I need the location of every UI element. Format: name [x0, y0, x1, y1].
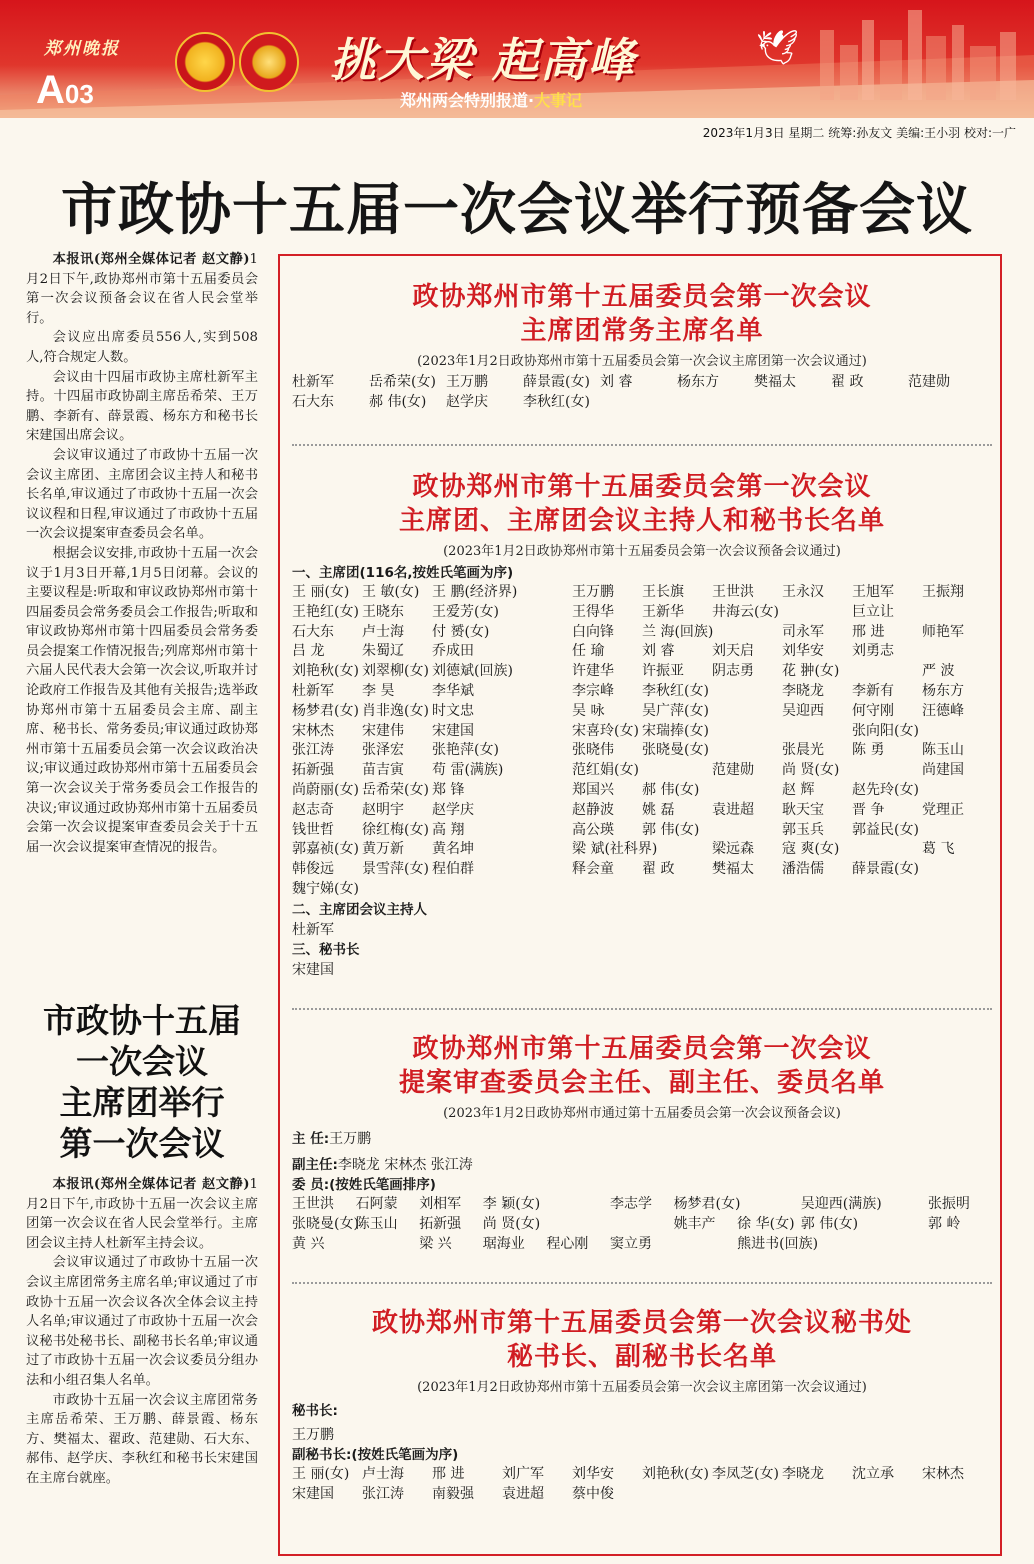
person-name: 王旭军	[852, 584, 894, 600]
person-name: 宋建伟	[362, 722, 404, 739]
person-name: 梁 斌(社科界)	[572, 841, 658, 858]
name-grid	[292, 583, 992, 900]
name-grid	[292, 373, 992, 413]
person-name: 高 翔	[432, 821, 465, 838]
person-name	[502, 761, 572, 781]
divider	[292, 1008, 992, 1010]
person-name: 窦立勇	[609, 1235, 652, 1252]
person-name: 樊福太	[754, 374, 796, 390]
person-name: 韩俊远	[292, 861, 334, 878]
person-name: 任 瑜	[572, 643, 605, 660]
person-name: 王得华	[572, 603, 614, 620]
secretary-value: 王万鹏	[292, 1427, 334, 1443]
person-name: 邢 进	[852, 623, 885, 640]
person-name: 王世洪	[712, 584, 754, 600]
person-name: 苟 雷(满族)	[432, 762, 504, 779]
person-name: 吕 龙	[292, 643, 325, 660]
person-name: 党理正	[922, 801, 964, 818]
masthead-banner	[0, 0, 1034, 118]
person-name: 钱世哲	[292, 821, 334, 838]
person-name: 刘德斌(回族)	[432, 663, 513, 680]
section-secretariat	[292, 1306, 992, 1505]
person-name: 李新有	[852, 682, 894, 699]
person-name	[712, 623, 782, 643]
person-name: 石大东	[292, 623, 334, 640]
person-name: 吴迎西(满族)	[800, 1196, 882, 1212]
person-name: 赵明宇	[362, 801, 404, 818]
person-name: 杨梦君(女)	[673, 1196, 741, 1212]
person-name: 刘广军	[502, 1466, 544, 1482]
person-name	[922, 781, 992, 801]
person-name: 朱蜀辽	[362, 643, 404, 660]
person-name: 刘 睿	[642, 643, 675, 660]
person-name: 吴 咏	[572, 702, 605, 719]
side-article-title: 市政协十五届 一次会议 主席团举行 第一次会议	[43, 1001, 241, 1163]
person-name: 张向阳(女)	[852, 722, 919, 739]
person-name: 许振亚	[642, 663, 684, 680]
article-paragraph: 根据会议安排,市政协十五届一次会议于1月3日开幕,1月5日闭幕。会议的主要议程是:听取和审议政协郑州市第十四届委员会常务委员会工作报告;听取和审议政协郑州市第十四届委员会常务委员会提案工作情况报告;列席郑州市第十六届人民代表大会第一次会议,听取并讨论政府工作报告及其他有关报告;选举政协郑州市第十五届委员会主席、副主席、秘书长、常务委员;审议通过政协郑州市第十五届委员会第一次会议政治决议;审议通过政协郑州市第十五届委员会第一次会议关于常务委员会工作报告的决议;审议通过政协郑州市第十五届委员会第一次会议提案审查委员会关于十五届一次会议提案审查情况的报告。	[26, 545, 258, 855]
person-name	[712, 821, 782, 841]
person-name: 兰 海(回族)	[642, 623, 714, 640]
person-name: 刘 睿	[600, 374, 633, 390]
person-name: 杜新军	[292, 682, 334, 699]
person-name: 刘艳秋(女)	[292, 663, 359, 680]
person-name: 张艳萍(女)	[432, 742, 499, 759]
section-title: 政协郑州市第十五届委员会第一次会议 主席团、主席团会议主持人和秘书长名单	[398, 472, 885, 536]
person-name	[852, 761, 922, 781]
person-name: 陈玉山	[922, 742, 964, 759]
person-name: 卢士海	[362, 1466, 404, 1482]
banner-subtitle	[400, 88, 582, 111]
person-name: 郑国兴	[572, 781, 614, 798]
person-name: 景雪萍(女)	[362, 861, 429, 878]
director-label: 主 任:	[292, 1131, 330, 1147]
person-name: 范建勋	[712, 762, 754, 779]
person-name: 梁 兴	[419, 1235, 452, 1252]
person-name: 刘天启	[712, 643, 754, 660]
person-name	[502, 821, 572, 841]
person-name: 王新华	[642, 603, 684, 620]
person-name	[502, 801, 572, 821]
person-name: 赵 辉	[782, 781, 815, 798]
name-grid	[292, 1465, 992, 1505]
person-name: 井海云(女)	[712, 603, 779, 620]
person-name: 张江涛	[362, 1485, 404, 1502]
secretary-general-value: 宋建国	[292, 961, 334, 978]
person-name: 黄万新	[362, 841, 404, 858]
person-name: 花 翀(女)	[782, 663, 840, 680]
byline: 本报讯(郑州全媒体记者 赵文静)	[52, 1177, 250, 1192]
person-name: 王万鹏	[572, 584, 614, 600]
person-name: 郝 伟(女)	[369, 393, 427, 410]
person-name: 李志学	[609, 1196, 652, 1212]
person-name: 赵学庆	[432, 801, 474, 818]
person-name: 王 鹏(经济界)	[432, 584, 518, 600]
person-name	[782, 722, 852, 742]
person-name	[502, 583, 572, 603]
person-name: 翟 政	[831, 374, 864, 390]
person-name: 赵学庆	[446, 393, 488, 410]
person-name: 耿天宝	[782, 801, 824, 818]
person-name: 尚蔚丽(女)	[292, 781, 359, 798]
person-name	[712, 741, 782, 761]
person-name	[502, 702, 572, 722]
person-name: 邢 进	[432, 1466, 465, 1482]
section-presidium	[292, 470, 992, 980]
person-name	[546, 1195, 610, 1215]
person-name: 高公瑛	[572, 821, 614, 838]
person-name: 尚 贤(女)	[782, 762, 840, 779]
person-name	[737, 1195, 801, 1215]
person-name	[502, 662, 572, 682]
person-name: 释会童	[572, 861, 614, 878]
person-name: 岳希荣(女)	[362, 781, 429, 798]
person-name: 宋林杰	[922, 1466, 964, 1482]
person-name: 王 丽(女)	[292, 1466, 350, 1482]
person-name	[712, 682, 782, 702]
person-name	[922, 860, 992, 880]
person-name: 郭玉兵	[782, 821, 824, 838]
person-name	[502, 642, 572, 662]
article-paragraph: 本报讯(郑州全媒体记者 赵文静)1月2日下午,政协郑州市第十五届委员会第一次会议预备会议在省人民会堂举行。	[26, 252, 258, 326]
person-name: 沈立承	[852, 1466, 894, 1482]
person-name: 刘翠柳(女)	[362, 663, 429, 680]
person-name: 刘华安	[782, 643, 824, 660]
person-name	[502, 741, 572, 761]
section-note: (2023年1月2日政协郑州市第十五届委员会第一次会议主席团第一次会议通过)	[417, 354, 867, 369]
person-name	[712, 781, 782, 801]
person-name: 何守刚	[852, 702, 894, 719]
person-name	[502, 781, 572, 801]
person-name: 袁进超	[712, 801, 754, 818]
article-paragraph: 市政协十五届一次会议主席团常务主席岳希荣、王万鹏、薛景霞、杨东方、樊福太、翟政、范建勋、石大东、郝伟、赵学庆、李秋红和秘书长宋建国在主席台就座。	[26, 1392, 258, 1486]
person-name: 刘华安	[572, 1466, 614, 1482]
person-name	[674, 1235, 738, 1255]
banner-subtitle-highlight: 大事记	[534, 91, 583, 110]
person-name: 付 赟(女)	[432, 623, 490, 640]
person-name: 梁远森	[712, 841, 754, 858]
deputy-secretaries-label: 副秘书长:(按姓氏笔画为序)	[292, 1447, 459, 1463]
person-name: 岳希荣(女)	[369, 374, 436, 390]
name-grid	[292, 1195, 992, 1254]
person-name: 王长旗	[642, 584, 684, 600]
person-name	[712, 722, 782, 742]
person-name: 阴志勇	[712, 663, 754, 680]
name-lists-box	[278, 254, 1002, 1556]
section-standing-chairs	[292, 280, 992, 413]
person-name	[864, 1215, 928, 1235]
person-name: 张晓伟	[572, 742, 614, 759]
person-name	[502, 860, 572, 880]
person-name	[864, 1195, 928, 1215]
section-title: 政协郑州市第十五届委员会第一次会议 提案审查委员会主任、副主任、委员名单	[398, 1034, 885, 1098]
person-name: 王永汉	[782, 584, 824, 600]
person-name: 卢士海	[362, 623, 404, 640]
person-name: 赵先玲(女)	[852, 781, 919, 798]
person-name: 王晓东	[362, 603, 404, 620]
person-name: 白向锋	[572, 623, 614, 640]
article-preparatory-meeting	[26, 250, 258, 857]
person-name: 郭嘉祯(女)	[292, 841, 359, 858]
section-note: (2023年1月2日政协郑州市第十五届委员会第一次会议预备会议通过)	[443, 544, 841, 559]
person-name: 刘相军	[419, 1196, 462, 1212]
person-name: 寇 爽(女)	[782, 841, 840, 858]
article-paragraph: 会议审议通过了市政协十五届一次会议主席团常务主席名单;审议通过了市政协十五届一次会议各次全体会议主持人名单;审议通过了市政协十五届一次会议秘书处秘书长、副秘书长名单;审议通过了市政协十五届一次会议委员分组办法和小组召集人名单。	[26, 1255, 258, 1388]
person-name: 张晓曼(女)	[292, 1215, 359, 1232]
person-name: 拓新强	[419, 1215, 462, 1232]
person-name: 樊福太	[712, 861, 754, 878]
person-name: 李秋红(女)	[642, 682, 709, 699]
presidium-label: 一、主席团(116名,按姓氏笔画为序)	[292, 565, 514, 581]
person-name: 王艳红(女)	[292, 603, 359, 620]
cppcc-emblem-icon	[239, 32, 299, 92]
person-name	[502, 603, 572, 623]
person-name: 尚建国	[922, 762, 964, 779]
person-name: 肖非逸(女)	[362, 702, 429, 719]
person-name: 魏宁娣(女)	[292, 880, 359, 897]
person-name: 李秋红(女)	[523, 393, 590, 410]
article-paragraph: 会议审议通过了市政协十五届一次会议主席团、主席团会议主持人和秘书长名单,审议通过了市政协十五届一次会议议程和日程,审议通过了市政协十五届一次会议提案审查委员会名单。	[26, 447, 258, 542]
person-name: 张江涛	[292, 742, 334, 759]
person-name: 袁进超	[502, 1485, 544, 1502]
person-name	[922, 642, 992, 662]
person-name: 王万鹏	[446, 374, 488, 390]
person-name: 张晨光	[782, 742, 824, 759]
secretary-general-label: 三、秘书长	[292, 941, 360, 958]
divider	[292, 444, 992, 446]
person-name: 杜新军	[292, 374, 334, 390]
person-name: 王爱芳(女)	[432, 603, 499, 620]
page-letter: A	[36, 68, 65, 112]
person-name: 赵静波	[572, 801, 614, 818]
person-name: 郭益民(女)	[852, 821, 919, 838]
person-name: 黄 兴	[292, 1235, 325, 1252]
person-name: 杨梦君(女)	[292, 702, 359, 719]
person-name: 郑 锋	[432, 781, 465, 798]
host-label: 二、主席团会议主持人	[292, 901, 427, 918]
person-name: 赵志奇	[292, 801, 334, 818]
person-name: 潘浩儒	[782, 861, 824, 878]
person-name: 黄名坤	[432, 841, 474, 858]
person-name: 王振翔	[922, 584, 964, 600]
person-name: 李 颖(女)	[482, 1196, 541, 1212]
page-digits: 03	[64, 79, 94, 109]
person-name: 姚 磊	[642, 801, 675, 818]
person-name: 尚 贤(女)	[482, 1215, 541, 1232]
person-name	[922, 722, 992, 742]
person-name: 宋建国	[432, 722, 474, 739]
person-name: 王 敏(女)	[362, 584, 420, 600]
person-name	[502, 623, 572, 643]
article-paragraph: 会议应出席委员556人,实到508人,符合规定人数。	[26, 330, 258, 365]
person-name: 乔成田	[432, 643, 474, 660]
person-name: 翟 政	[642, 861, 675, 878]
person-name: 程伯群	[432, 861, 474, 878]
person-name	[642, 761, 712, 781]
person-name	[642, 840, 712, 860]
person-name: 李晓龙	[782, 1466, 824, 1482]
members-label: 委 员:(按姓氏笔画排序)	[292, 1177, 436, 1193]
deputy-row	[292, 1155, 992, 1175]
person-name: 郭 伟(女)	[800, 1215, 859, 1232]
person-name: 葛 飞	[922, 841, 955, 858]
person-name: 姚丰产	[673, 1215, 716, 1232]
dove-icon: 🕊	[756, 28, 800, 68]
person-name: 郝 伟(女)	[642, 781, 700, 798]
person-name	[546, 1215, 610, 1235]
deputy-label: 副主任:	[292, 1157, 338, 1173]
person-name	[712, 702, 782, 722]
banner-title: 挑大梁 起高峰	[330, 33, 637, 87]
person-name: 吴迎西	[782, 702, 824, 719]
section-note: (2023年1月2日政协郑州市通过第十五届委员会第一次会议预备会议)	[443, 1106, 841, 1121]
person-name: 巨立让	[852, 603, 894, 620]
person-name: 范红娟(女)	[572, 762, 639, 779]
person-name	[782, 603, 852, 623]
section-note: (2023年1月2日政协郑州市第十五届委员会第一次会议主席团第一次会议通过)	[417, 1380, 867, 1395]
person-name: 严 波	[922, 663, 955, 680]
person-name	[610, 1215, 674, 1235]
person-name: 宋林杰	[292, 722, 334, 739]
person-name: 范建勋	[908, 374, 950, 390]
person-name: 南毅强	[432, 1485, 474, 1502]
person-name: 李华斌	[432, 682, 474, 699]
person-name	[502, 840, 572, 860]
person-name	[922, 821, 992, 841]
person-name: 张振明	[927, 1196, 970, 1212]
person-name: 张晓曼(女)	[642, 742, 709, 759]
person-name: 薛景霞(女)	[852, 861, 919, 878]
person-name: 郭 伟(女)	[642, 821, 700, 838]
person-name: 蔡中俊	[572, 1485, 614, 1502]
person-name	[852, 840, 922, 860]
person-name: 李宗峰	[572, 682, 614, 699]
person-name: 程心刚	[546, 1235, 589, 1252]
newspaper-name: 郑州晚报	[44, 39, 120, 59]
person-name: 薛景霞(女)	[523, 374, 590, 390]
secretary-label: 秘书长:	[292, 1403, 338, 1419]
article-paragraph: 本报讯(郑州全媒体记者 赵文静)1月2日下午,市政协十五届一次会议主席团第一次会议在省人民会堂举行。主席团会议主持人杜新军主持会议。	[26, 1177, 258, 1251]
person-name: 徐 华(女)	[737, 1215, 795, 1232]
person-name: 张泽宏	[362, 742, 404, 759]
host-value: 杜新军	[292, 921, 334, 938]
person-name: 郭 岭	[927, 1215, 961, 1232]
main-headline: 市政协十五届一次会议举行预备会议	[61, 177, 973, 243]
person-name: 陈玉山	[355, 1215, 398, 1232]
person-name: 李凤芝(女)	[712, 1466, 779, 1482]
page-number	[36, 68, 94, 113]
person-name: 徐红梅(女)	[362, 821, 429, 838]
person-name: 王 丽(女)	[292, 584, 350, 600]
article-presidium-meeting	[26, 1175, 258, 1489]
person-name: 晋 争	[852, 801, 885, 818]
person-name	[852, 662, 922, 682]
section-title: 政协郑州市第十五届委员会第一次会议 主席团常务主席名单	[412, 282, 872, 346]
person-name: 王世洪	[292, 1196, 334, 1212]
person-name: 苗吉寅	[362, 762, 404, 779]
person-name: 刘勇志	[852, 643, 894, 660]
person-name: 许建华	[572, 663, 614, 680]
person-name: 石阿蒙	[355, 1196, 398, 1212]
person-name: 汪德峰	[922, 702, 964, 719]
person-name: 时文忠	[432, 702, 474, 719]
banner-subtitle-main: 郑州两会特别报道·	[400, 91, 535, 110]
person-name: 吴广萍(女)	[642, 702, 709, 719]
byline: 本报讯(郑州全媒体记者 赵文静)	[52, 252, 250, 267]
person-name: 宋喜玲(女)	[572, 722, 639, 739]
person-name: 李 昊	[362, 682, 395, 699]
person-name: 师艳军	[922, 623, 964, 640]
person-name: 司永军	[782, 623, 824, 640]
person-name: 熊进书(回族)	[737, 1235, 819, 1252]
person-name: 刘艳秋(女)	[642, 1466, 709, 1482]
issue-info-line: 2023年1月3日 星期二 统筹:孙友文 美编:王小羽 校对:一广	[702, 126, 1016, 140]
person-name	[356, 1235, 420, 1255]
person-name	[922, 603, 992, 623]
director-value: 王万鹏	[329, 1131, 372, 1147]
person-name: 陈 勇	[852, 742, 885, 759]
person-name: 拓新强	[292, 762, 334, 779]
section-proposal-committee	[292, 1032, 992, 1254]
director-row	[292, 1129, 992, 1149]
deputy-value: 李晓龙 宋林杰 张江涛	[337, 1157, 473, 1173]
person-name: 杨东方	[922, 682, 964, 699]
national-emblem-icon	[175, 32, 235, 92]
person-name: 李晓龙	[782, 682, 824, 699]
person-name	[502, 722, 572, 742]
person-name: 杨东方	[677, 374, 719, 390]
article-paragraph: 会议由十四届市政协主席杜新军主持。十四届市政协副主席岳希荣、王万鹏、李新有、薛景霞、杨东方和秘书长宋建国出席会议。	[26, 369, 258, 444]
person-name	[502, 682, 572, 702]
section-title: 政协郑州市第十五届委员会第一次会议秘书处 秘书长、副秘书长名单	[371, 1308, 912, 1372]
person-name: 琚海业	[482, 1235, 525, 1252]
person-name: 宋建国	[292, 1485, 334, 1502]
divider	[292, 1282, 992, 1284]
person-name: 石大东	[292, 393, 334, 410]
person-name: 宋瑞捧(女)	[642, 722, 709, 739]
